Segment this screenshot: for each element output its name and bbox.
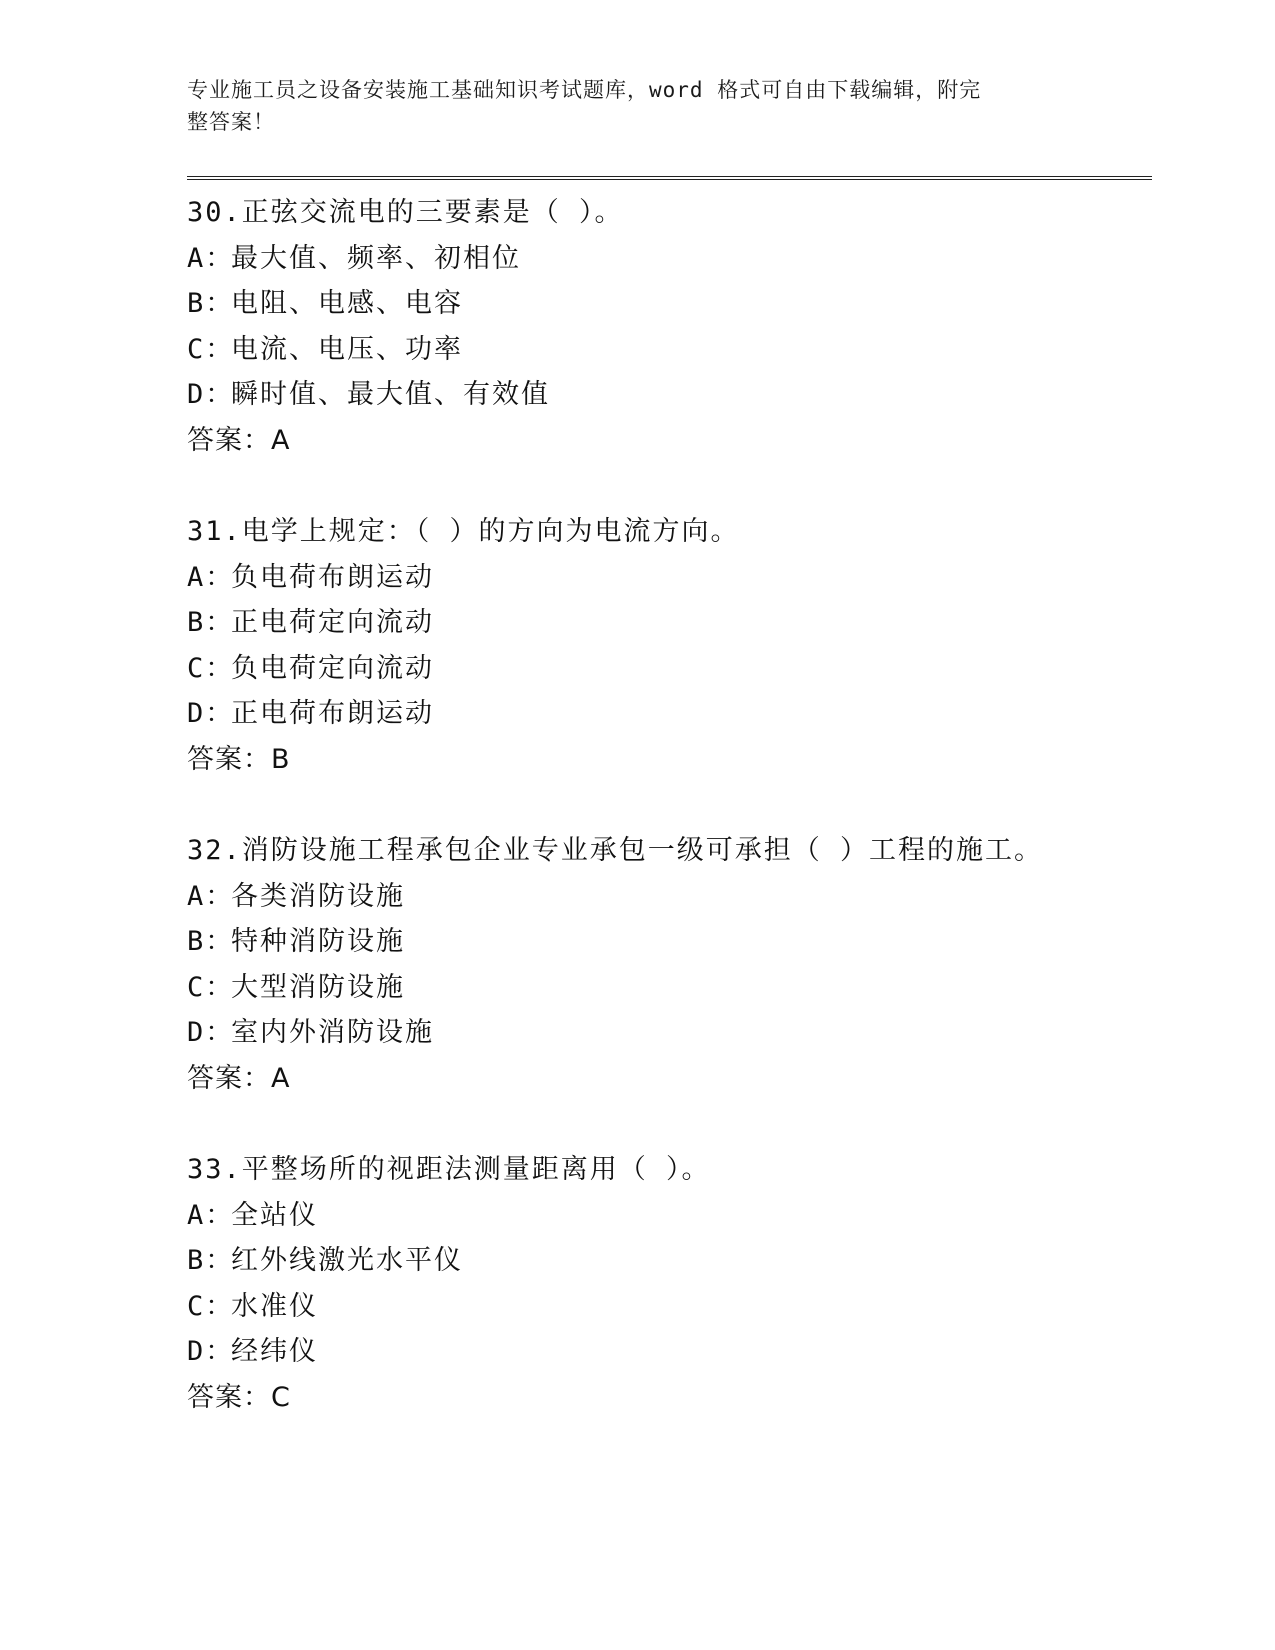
- option-a: [187, 1193, 1187, 1239]
- option-text: 大型消防设施: [231, 971, 405, 1003]
- option-d: [187, 691, 1187, 737]
- option-text: 瞬时值、最大值、有效值: [231, 379, 550, 410]
- option-letter: C：: [187, 333, 235, 365]
- option-text: 全站仪: [231, 1199, 318, 1231]
- question-stem: 32.消防设施工程承包企业专业承包一级可承担（ ）工程的施工。: [187, 835, 1044, 866]
- option-b: [187, 600, 1187, 646]
- option-d: [187, 1329, 1187, 1375]
- option-text: 特种消防设施: [231, 926, 405, 957]
- question-list: [187, 190, 1187, 1466]
- option-letter: B：: [187, 607, 235, 638]
- answer: 答案：B: [187, 743, 291, 775]
- option-text: 负电荷定向流动: [231, 652, 434, 684]
- option-text: 经纬仪: [231, 1336, 318, 1367]
- option-b: [187, 281, 1187, 327]
- option-text: 电流、电压、功率: [231, 333, 463, 365]
- option-letter: C：: [187, 652, 235, 684]
- option-letter: B：: [187, 288, 235, 319]
- option-c: [187, 965, 1187, 1011]
- option-c: [187, 646, 1187, 692]
- option-text: 室内外消防设施: [231, 1017, 434, 1048]
- option-letter: A：: [187, 1199, 235, 1231]
- question-31: [187, 509, 1187, 782]
- option-text: 水准仪: [231, 1290, 318, 1322]
- option-text: 电阻、电感、电容: [231, 288, 463, 319]
- header-line-2: 整答案！: [187, 110, 275, 134]
- answer: 答案：C: [187, 1381, 291, 1413]
- option-b: [187, 919, 1187, 965]
- option-c: [187, 327, 1187, 373]
- option-text: 正电荷定向流动: [231, 607, 434, 638]
- option-text: 红外线激光水平仪: [231, 1245, 463, 1276]
- option-letter: D：: [187, 379, 235, 410]
- option-c: [187, 1284, 1187, 1330]
- question-30: [187, 190, 1187, 463]
- answer: 答案：A: [187, 424, 291, 456]
- question-stem: 31.电学上规定：（ ）的方向为电流方向。: [187, 516, 740, 547]
- option-letter: D：: [187, 698, 235, 729]
- option-letter: B：: [187, 926, 235, 957]
- option-letter: B：: [187, 1245, 235, 1276]
- header-divider: [187, 176, 1152, 180]
- option-letter: C：: [187, 1290, 235, 1322]
- option-text: 最大值、频率、初相位: [231, 242, 521, 274]
- question-32: [187, 828, 1187, 1101]
- question-stem: 33.平整场所的视距法测量距离用（ ）。: [187, 1154, 711, 1185]
- option-a: [187, 874, 1187, 920]
- option-letter: A：: [187, 880, 235, 912]
- option-d: [187, 1010, 1187, 1056]
- option-b: [187, 1238, 1187, 1284]
- option-letter: D：: [187, 1336, 235, 1367]
- option-text: 负电荷布朗运动: [231, 561, 434, 593]
- option-letter: D：: [187, 1017, 235, 1048]
- option-a: [187, 236, 1187, 282]
- question-stem: 30.正弦交流电的三要素是（ ）。: [187, 197, 624, 228]
- option-text: 各类消防设施: [231, 880, 405, 912]
- answer: 答案：A: [187, 1062, 291, 1094]
- option-d: [187, 372, 1187, 418]
- option-letter: A：: [187, 242, 235, 274]
- option-letter: C：: [187, 971, 235, 1003]
- question-33: [187, 1147, 1187, 1420]
- option-letter: A：: [187, 561, 235, 593]
- header-line-1: 专业施工员之设备安装施工基础知识考试题库，word 格式可自由下载编辑，附完: [187, 78, 982, 102]
- option-text: 正电荷布朗运动: [231, 698, 434, 729]
- option-a: [187, 555, 1187, 601]
- document-header: [187, 74, 1067, 138]
